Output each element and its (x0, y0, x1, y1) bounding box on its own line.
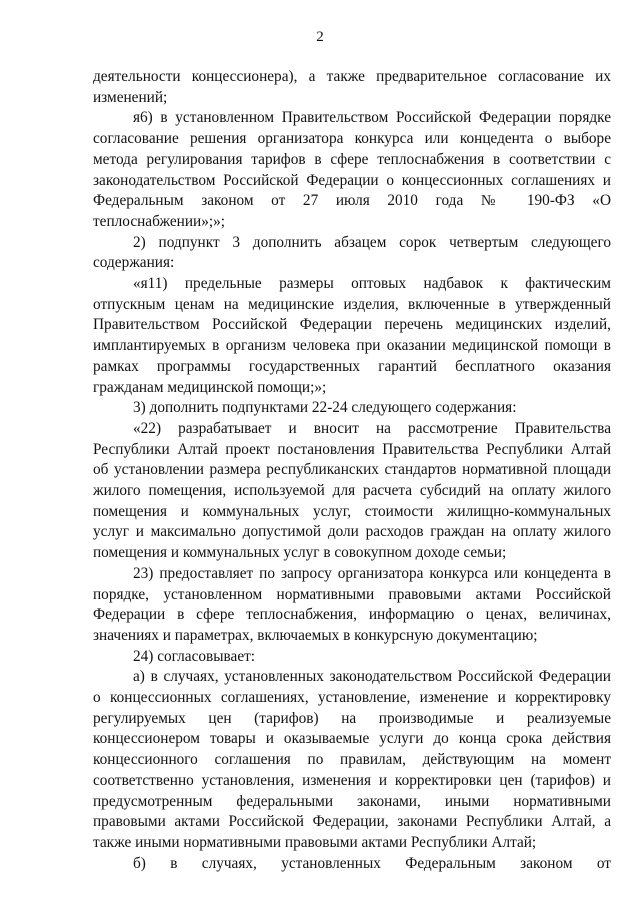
text-line: б) в случаях, установленных Федеральным законом от (133, 854, 611, 872)
text-line: законодательством Российской Федерации о концессионных соглашениях и (93, 171, 611, 189)
text-line: Республики Алтай проект постановления Правительства Республики Алтай (93, 440, 611, 458)
text-line: услуг и максимально допустимой доли расходов граждан на оплату жилого (93, 523, 611, 541)
text-line: концессионного соглашения по правилам, действующим на момент (93, 751, 611, 769)
text-line: 24) согласовывает: (133, 647, 256, 665)
text-line: помещения и коммунальных услуг в совокупном доходе семьи; (93, 544, 507, 562)
text-line: отпускным ценам на медицинские изделия, включенные в утвержденный (93, 295, 611, 313)
text-line: о концессионных соглашениях, установление, изменение и корректировку (93, 689, 611, 706)
text-line: согласование решения организатора конкурса или концедента о выборе (93, 130, 611, 148)
text-line: порядке, установленном нормативными правовыми актами Российской (93, 585, 611, 603)
text-line: деятельности концессионера), а также предварительное согласование их (93, 68, 611, 85)
text-line: также иными нормативными правовыми актами Республики Алтай; (93, 833, 537, 851)
text-line: помещения и коммунальных услуг, стоимости жилищно-коммунальных (93, 502, 611, 520)
page-number: 2 (316, 29, 324, 45)
text-line: содержания: (93, 254, 175, 272)
text-line: 23) предоставляет по запросу организатора конкурса или концедента в (133, 564, 611, 582)
text-line: предусмотренным федеральными законами, иными нормативными (93, 792, 611, 810)
text-line: Федерации в сфере теплоснабжения, информацию о ценах, величинах, (93, 606, 611, 624)
text-line: соответственно установления, изменения и корректировки цен (тарифов) и (93, 771, 611, 789)
text-line: «я11) предельные размеры оптовых надбавок к фактическим (133, 275, 611, 292)
text-line: Федеральным законом от 27 июля 2010 года № 190-ФЗ «О (93, 192, 611, 210)
text-line: «22) разрабатывает и вносит на рассмотрение Правительства (133, 419, 611, 437)
text-line: значениях и параметрах, включаемых в конкурсную документацию; (93, 626, 538, 644)
text-line: гражданам медицинской помощи;»; (93, 378, 327, 396)
text-line: концессионером товары и оказываемые услуги до конца срока действия (93, 730, 611, 748)
text-line: 3) дополнить подпунктами 22-24 следующего содержания: (133, 399, 517, 417)
text-line: об установлении размера республиканских стандартов нормативной площади (93, 461, 611, 479)
text-line: рамках программы государственных гарантий бесплатного оказания (93, 357, 611, 375)
text-line: я6) в установленном Правительством Российской Федерации порядке (133, 109, 611, 127)
text-line: регулируемых цен (тарифов) на производимые и реализуемые (93, 709, 611, 727)
text-line: Правительством Российской Федерации перечень медицинских изделий, (93, 316, 611, 334)
text-line: теплоснабжении»;»; (93, 212, 226, 230)
text-line: жилого помещения, используемой для расчета субсидий на оплату жилого (93, 482, 611, 499)
text-line: метода регулирования тарифов в сфере теплоснабжения в соответствии с (93, 150, 611, 168)
text-line: 2) подпункт 3 дополнить абзацем сорок четвертым следующего (133, 233, 611, 251)
text-line: а) в случаях, установленных законодательством Российской Федерации (133, 668, 611, 686)
text-line: правовыми актами Российской Федерации, законами Республики Алтай, а (93, 813, 611, 831)
text-line: имплантируемых в организм человека при оказании медицинской помощи в (93, 337, 611, 355)
text-line: изменений; (93, 88, 168, 106)
